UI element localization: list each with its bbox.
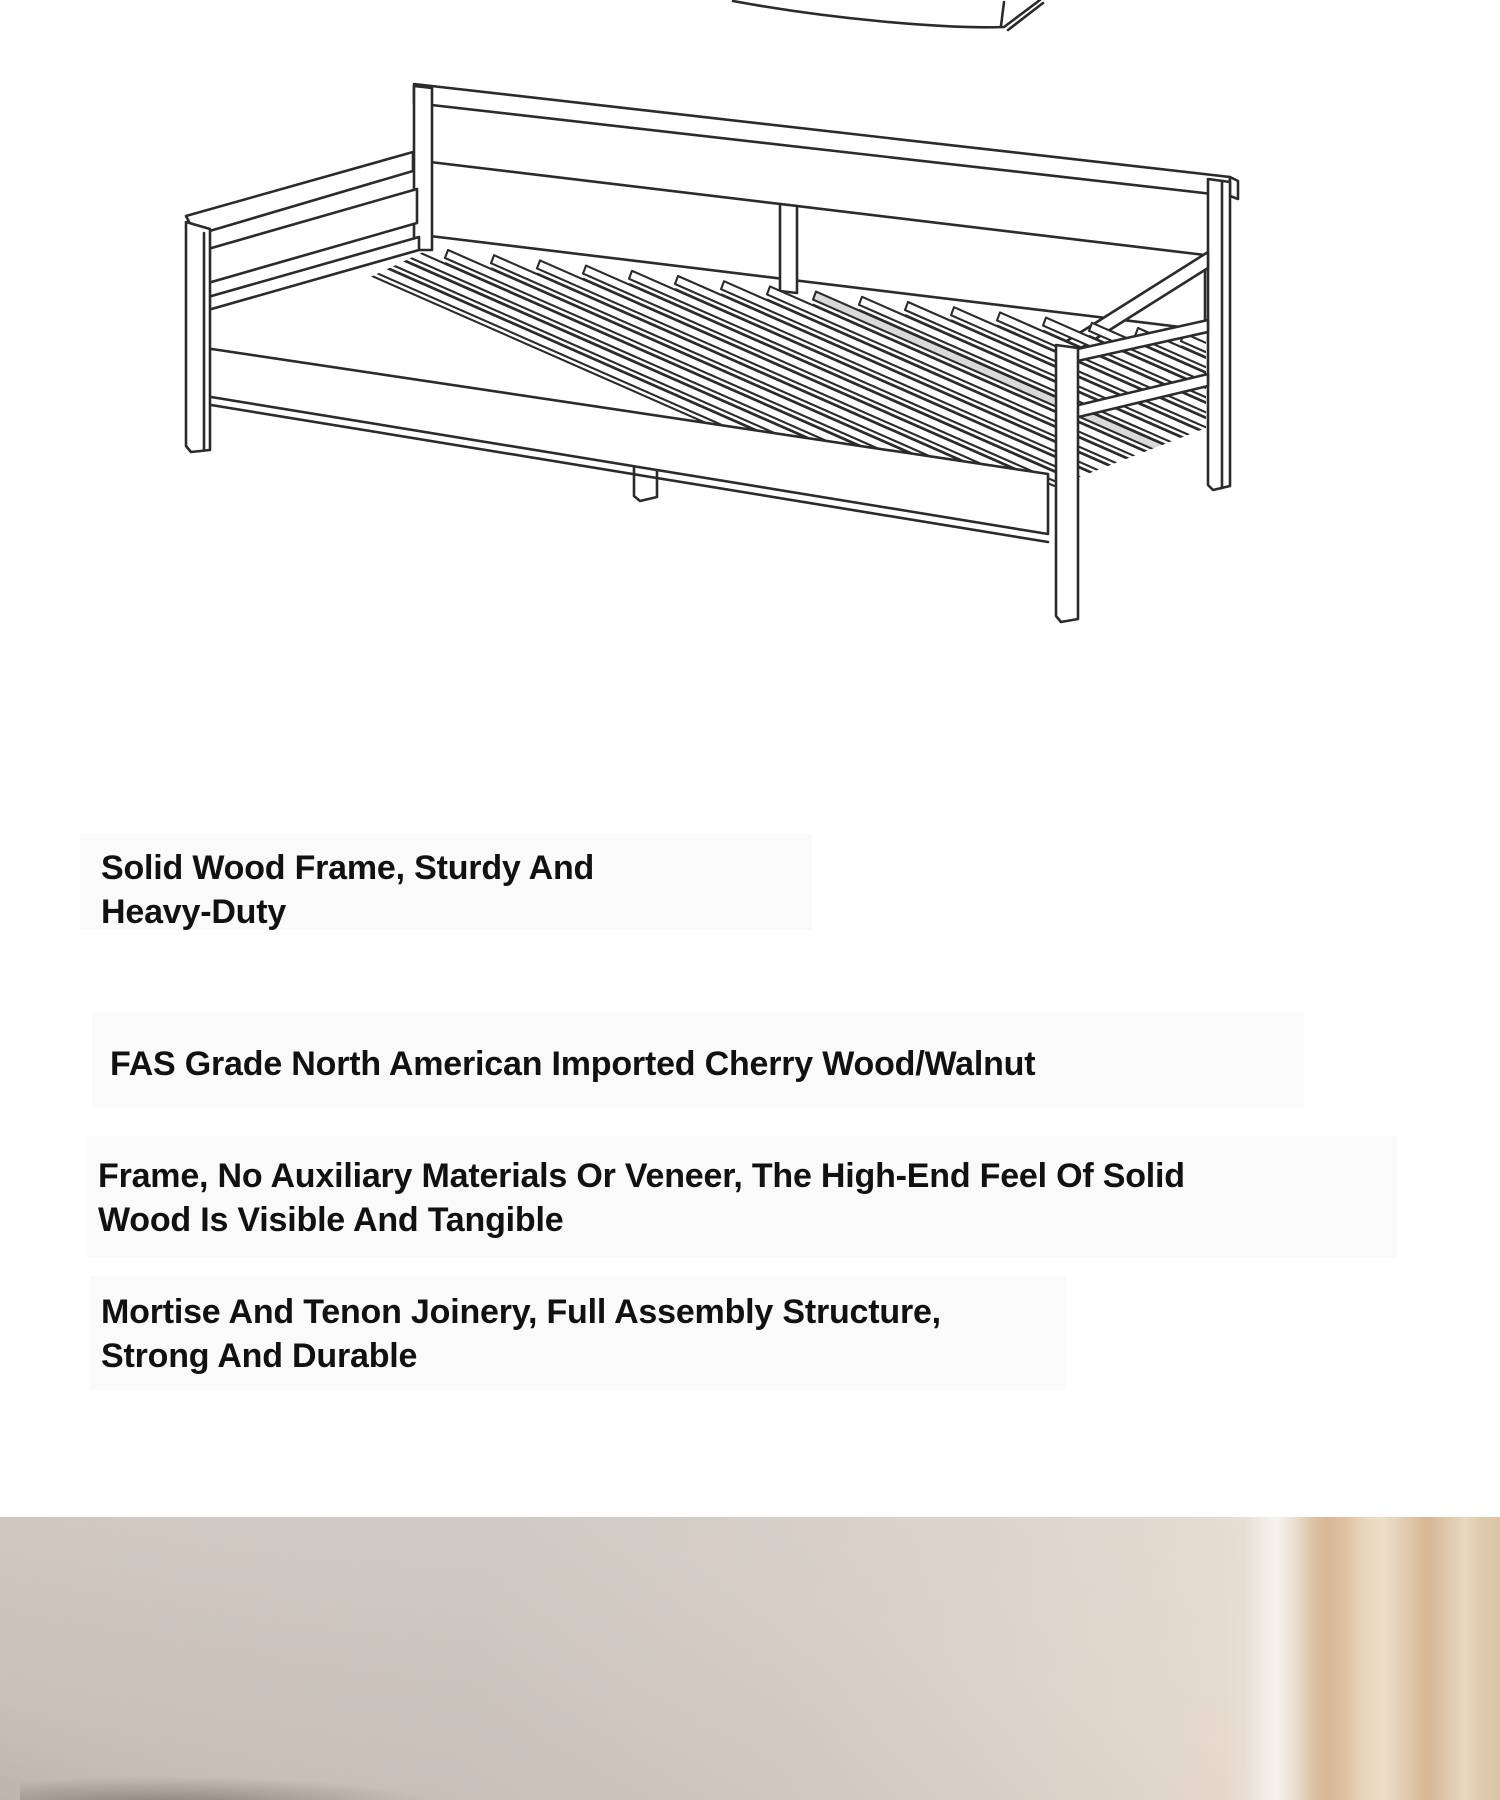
left-armrest [186,152,419,312]
feature-block-4 [90,1276,1066,1390]
daybed-drawing [0,0,1500,740]
feature-text: Solid Wood Frame, Sturdy And [101,849,595,887]
feature-text: FAS Grade North American Imported Cherry Wood/Walnut [110,1045,1036,1083]
feature-block-1 [80,834,812,930]
daybed-svg [0,0,1500,740]
back-left-post [414,86,432,250]
feature-block-3 [87,1136,1397,1258]
feature-text: Strong And Durable [101,1337,418,1375]
lifestyle-photo [0,1517,1500,1800]
photo-corner-shadow [20,1776,440,1800]
front-right-leg [1056,345,1078,622]
feature-text: Wood Is Visible And Tangible [98,1201,564,1239]
front-left-leg [186,222,210,452]
feature-text: Mortise And Tenon Joinery, Full Assembly Structure, [101,1293,941,1331]
feature-text: Frame, No Auxiliary Materials Or Veneer, The High-End Feel Of Solid [98,1157,1185,1195]
feature-block-2 [92,1012,1304,1108]
photo-curtains [1225,1517,1500,1800]
feature-text: Heavy-Duty [101,893,287,931]
cushion-corner-drawing [733,0,1043,30]
